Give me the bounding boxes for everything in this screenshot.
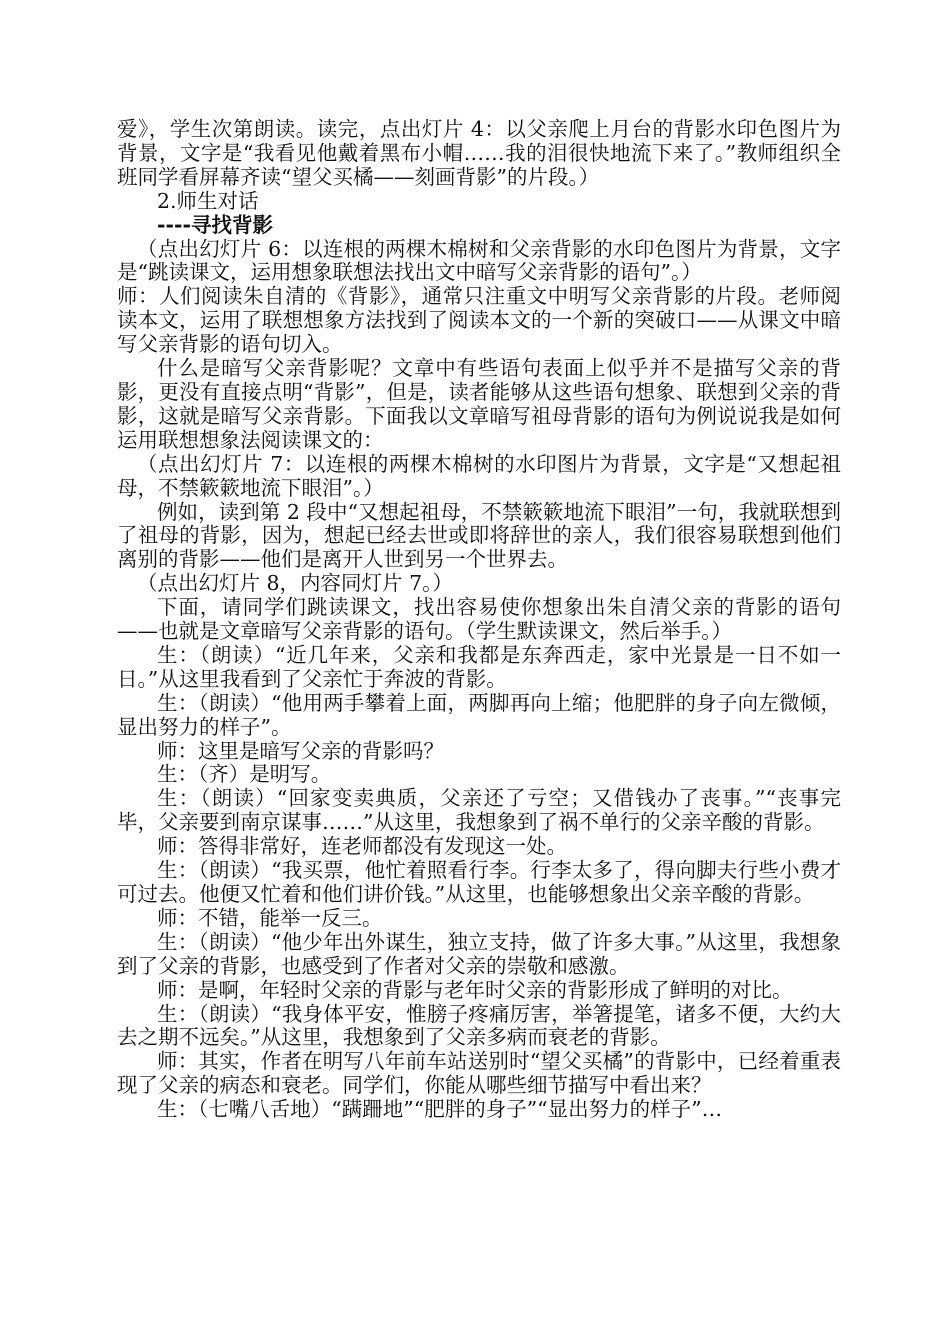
dialogue-line: 生：（朗读）“他少年出外谋生，独立支持，做了许多大事。”从这里，我想象到了父亲的背影，也感受到了作者对父亲的崇敬和感激。 <box>117 929 841 978</box>
slide-note-7: （点出幻灯片 7：以连根的两棵木棉树的水印图片为背景，文字是“又想起祖母，不禁簌簌地流下眼泪”。） <box>117 451 841 500</box>
dialogue-line: 师：是啊，年轻时父亲的背影与老年时父亲的背影形成了鲜明的对比。 <box>157 977 793 1002</box>
slide-note-8: （点出幻灯片 8，内容同灯片 7。） <box>137 571 453 596</box>
dialogue-line: 生：（朗读）“我买票，他忙着照看行李。行李太多了，得向脚夫行些小费才可过去。他便又忙着和他们讲价钱。”从这里，也能够想象出父亲辛酸的背影。 <box>117 858 841 906</box>
teacher-paragraph: 师：人们阅读朱自清的《背影》，通常只注重文中明写父亲背影的片段。老师阅读本文，运用了联想想象方法找到了阅读本文的一个新的突破口——从课文中暗写父亲背影的语句切入。 <box>117 284 841 357</box>
body-paragraph: 例如，读到第 2 段中“又想起祖母，不禁簌簌地流下眼泪”一句，我就联想到了祖母的背影，因为，想起已经去世或即将辞世的亲人，我们很容易联想到他们离别的背影——他们是离开人世到另一个世界去。 <box>117 499 841 572</box>
section-number: 2.师生对话 <box>157 188 259 213</box>
dialogue-line: 生：（齐）是明写。 <box>157 762 332 787</box>
paragraph-continuation: 爱》，学生次第朗读。读完，点出灯片 4：以父亲爬上月台的背影水印色图片为背景，文字是“我看见他戴着黑布小帽……我的泪很快地流下来了。”教师组织全班同学看屏幕齐读“望父买橘——刻画背影”的片段。） <box>117 117 841 189</box>
dialogue-line: 生：（朗读）“回家变卖典质，父亲还了亏空；又借钱办了丧事。”“丧事完毕，父亲要到南京谋事……”从这里，我想象到了祸不单行的父亲辛酸的背影。 <box>117 786 841 835</box>
body-paragraph: 什么是暗写父亲背影呢？文章中有些语句表面上似乎并不是描写父亲的背影，更没有直接点明“背影”，但是，读者能够从这些语句想象、联想到父亲的背影，这就是暗写父亲背影。下面我以文章暗写祖母背影的语句为例说说我是如何运用联想想象法阅读课文的： <box>117 356 841 452</box>
section-heading: ----寻找背影 <box>157 212 274 237</box>
dialogue-line: 师：答得非常好，连老师都没有发现这一处。 <box>157 834 567 859</box>
dialogue-line: 师：这里是暗写父亲的背影吗？ <box>157 738 444 763</box>
dialogue-line: 生：（七嘴八舌地）“蹒跚地”“肥胖的身子”“显出努力的样子”… <box>157 1097 723 1122</box>
document-page <box>117 118 841 1122</box>
dialogue-line: 生：（朗读）“我身体平安，惟膀子疼痛厉害，举箸提笔，诸多不便，大约大去之期不远矣。”从这里，我想象到了父亲多病而衰老的背影。 <box>117 1001 841 1050</box>
dialogue-line: 生：（朗读）“他用两手攀着上面，两脚再向上缩；他肥胖的身子向左微倾，显出努力的样子”。 <box>117 690 841 739</box>
dialogue-line: 生：（朗读）“近几年来，父亲和我都是东奔西走，家中光景是一日不如一日。”从这里我看到了父亲忙于奔波的背影。 <box>117 642 841 691</box>
slide-note-6: （点出幻灯片 6：以连根的两棵木棉树和父亲背影的水印色图片为背景，文字是“跳读课文，运用想象联想法找出文中暗写父亲背影的语句”。） <box>117 236 841 285</box>
dialogue-line: 师：其实，作者在明写八年前车站送别时“望父买橘”的背影中，已经着重表现了父亲的病态和衰老。同学们，你能从哪些细节描写中看出来？ <box>117 1049 841 1098</box>
body-paragraph: 下面，请同学们跳读课文，找出容易使你想象出朱自清父亲的背影的语句——也就是文章暗写父亲背影的语句。（学生默读课文，然后举手。） <box>117 595 841 644</box>
dialogue-line: 师：不错，能举一反三。 <box>157 905 383 930</box>
